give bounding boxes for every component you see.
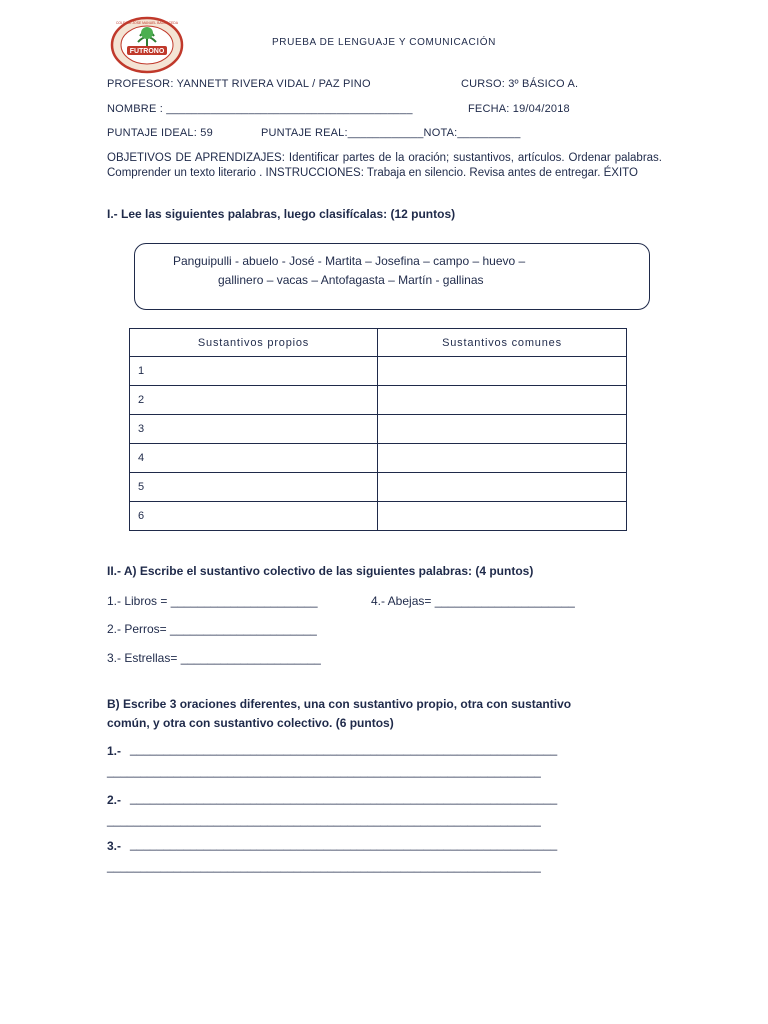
sentence-3-line-a[interactable]: ________________________________________________________________ <box>130 837 558 851</box>
nombre-field[interactable]: NOMBRE : _______________________________________ <box>107 103 413 115</box>
cell-comun-6[interactable] <box>378 502 627 531</box>
sentence-3-number: 3.- <box>107 839 122 853</box>
cell-comun-1[interactable] <box>378 357 627 386</box>
cell-propio-2[interactable]: 2 <box>130 386 378 415</box>
logo-name: FUTRONO <box>129 48 165 55</box>
cell-propio-6[interactable]: 6 <box>130 502 378 531</box>
word-bank-box <box>134 243 650 310</box>
sentence-1-line-b[interactable]: _________________________________________________________________ <box>107 764 541 778</box>
answer-estrellas[interactable]: 3.- Estrellas= _____________________ <box>107 651 321 665</box>
table-row <box>130 357 627 386</box>
cell-comun-4[interactable] <box>378 444 627 473</box>
objectives-paragraph: OBJETIVOS DE APRENDIZAJES: Identificar partes de la oración; sustantivos, artículos. Ordenar palabras. Comprender un texto literario . INSTRUCCIONES: Trabaja en silencio. Revisa antes de entregar. ÉXITO <box>107 152 662 179</box>
table-row <box>130 415 627 444</box>
curso-label: CURSO: 3º BÁSICO A. <box>461 78 579 90</box>
table-row <box>130 444 627 473</box>
cell-propio-5[interactable]: 5 <box>130 473 378 502</box>
table-row <box>130 502 627 531</box>
classification-table <box>129 328 627 531</box>
logo-school-name: COLEGIO JOSE MANUEL BALMACEDA <box>115 21 179 25</box>
cell-propio-4[interactable]: 4 <box>130 444 378 473</box>
fecha-label: FECHA: 19/04/2018 <box>468 103 570 115</box>
word-bank-line-1: Panguipulli - abuelo - José - Martita – Josefina – campo – huevo – <box>173 254 526 268</box>
cell-comun-5[interactable] <box>378 473 627 502</box>
profesor-label: PROFESOR: YANNETT RIVERA VIDAL / PAZ PINO <box>107 78 371 90</box>
section1-heading: I.- Lee las siguientes palabras, luego clasifícalas: (12 puntos) <box>107 207 456 221</box>
cell-propio-3[interactable]: 3 <box>130 415 378 444</box>
table-row <box>130 473 627 502</box>
sentence-2-line-b[interactable]: _________________________________________________________________ <box>107 813 541 827</box>
sentence-1-number: 1.- <box>107 744 122 758</box>
section2b-heading-line1: B) Escribe 3 oraciones diferentes, una con sustantivo propio, otra con sustantivo <box>107 697 572 711</box>
page-title: PRUEBA DE LENGUAJE Y COMUNICACIÓN <box>272 37 496 48</box>
answer-abejas[interactable]: 4.- Abejas= _____________________ <box>371 594 575 608</box>
table-header-row <box>130 329 627 357</box>
cell-comun-2[interactable] <box>378 386 627 415</box>
section2b-heading-line2: común, y otra con sustantivo colectivo. (6 puntos) <box>107 716 394 730</box>
section2a-heading: II.- A) Escribe el sustantivo colectivo de las siguientes palabras: (4 puntos) <box>107 564 534 578</box>
table-row <box>130 386 627 415</box>
puntaje-ideal-label: PUNTAJE IDEAL: 59 <box>107 127 213 139</box>
puntaje-real-field[interactable]: PUNTAJE REAL:____________NOTA:__________ <box>261 127 521 139</box>
answer-perros[interactable]: 2.- Perros= ______________________ <box>107 622 317 636</box>
sentence-2-number: 2.- <box>107 793 122 807</box>
sentence-1-line-a[interactable]: ________________________________________________________________ <box>130 742 558 756</box>
answer-libros[interactable]: 1.- Libros = ______________________ <box>107 594 318 608</box>
cell-comun-3[interactable] <box>378 415 627 444</box>
col-header-comunes: Sustantivos comunes <box>378 329 627 357</box>
sentence-3-line-b[interactable]: _________________________________________________________________ <box>107 859 541 873</box>
sentence-2-line-a[interactable]: ________________________________________________________________ <box>130 791 558 805</box>
col-header-propios: Sustantivos propios <box>130 329 378 357</box>
cell-propio-1[interactable]: 1 <box>130 357 378 386</box>
word-bank-line-2: gallinero – vacas – Antofagasta – Martín - gallinas <box>218 273 484 287</box>
